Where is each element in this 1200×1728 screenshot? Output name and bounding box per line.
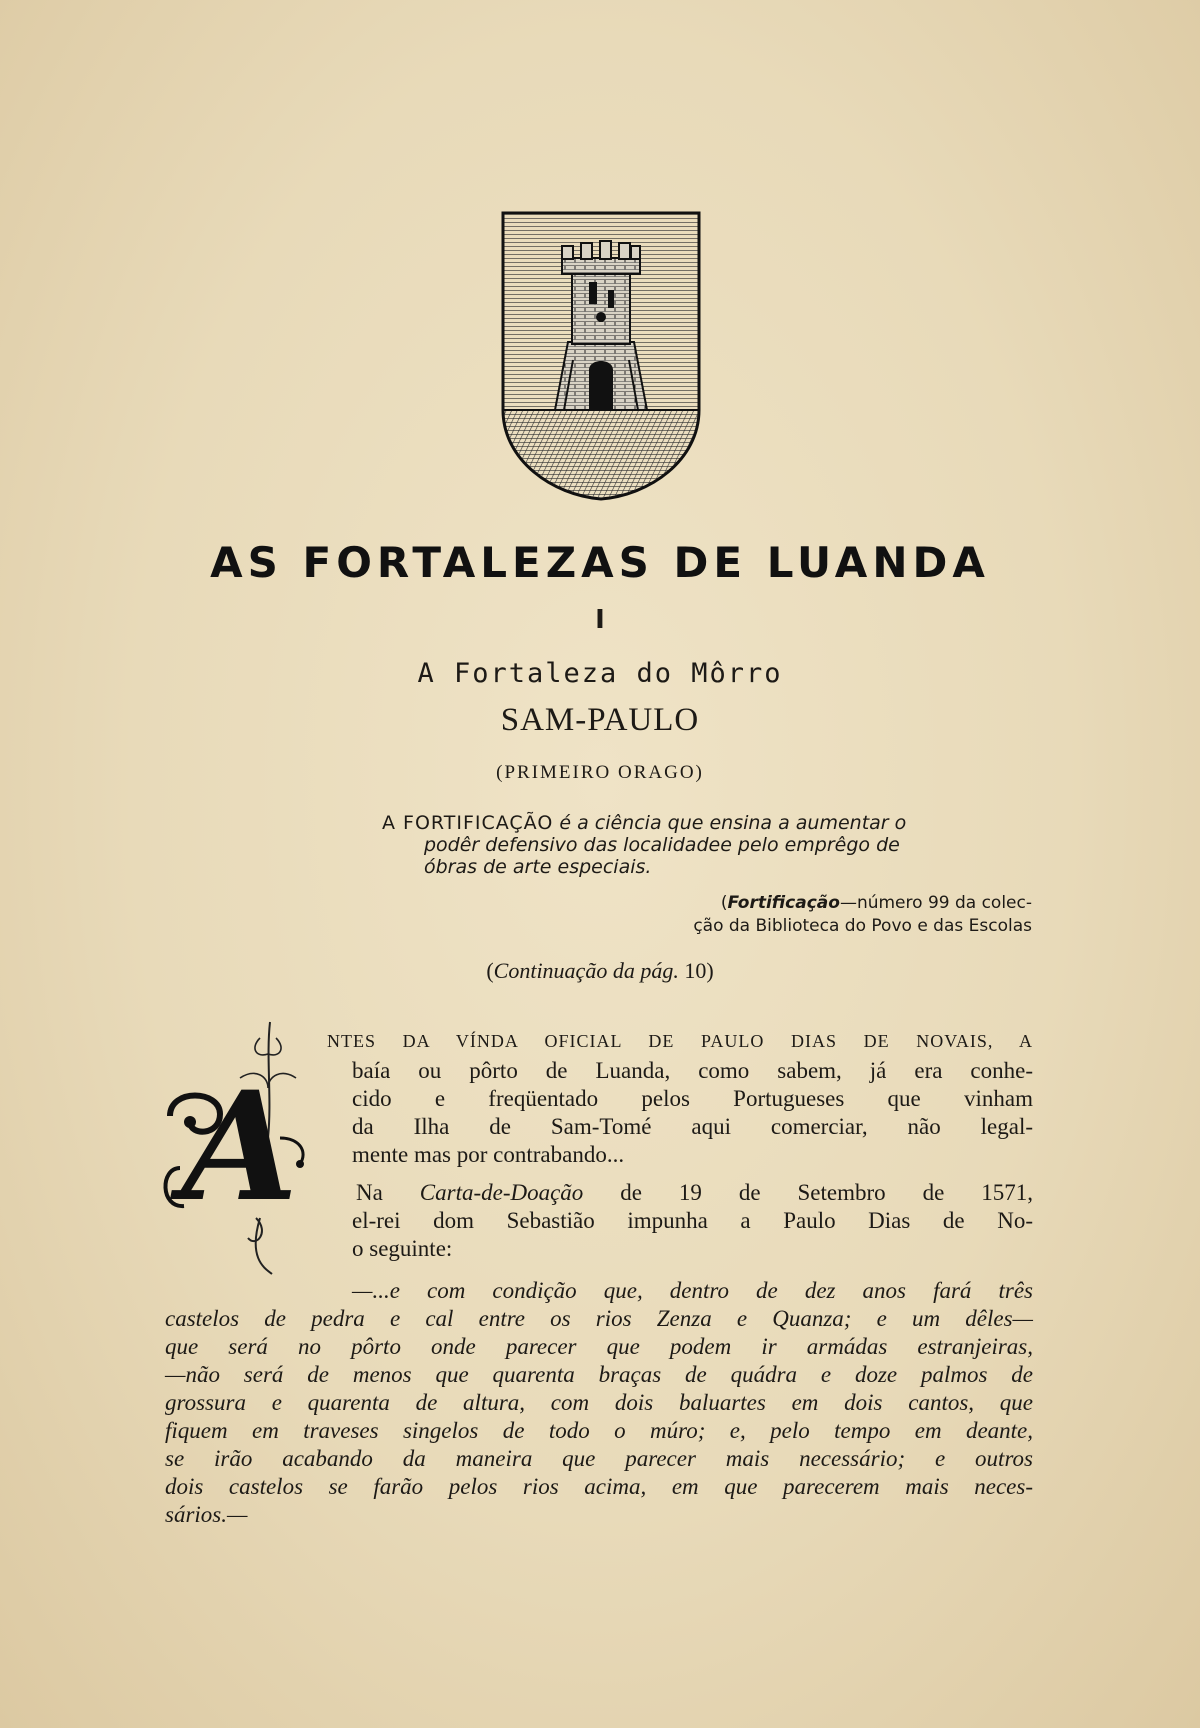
continuation-note xyxy=(0,958,1200,984)
epigraph xyxy=(382,812,1032,878)
quote-line: castelos de pedra e cal entre os rios Zenza e Quanza; e um dêles— xyxy=(165,1306,1033,1331)
quote-line: se irão acabando da maneira que parecer mais necessário; e outros xyxy=(165,1446,1033,1471)
paragraph-lead: NTES DA VÍNDA OFICIAL DE PAULO DIAS DE NOVAIS, A xyxy=(327,1031,1033,1051)
drop-cap xyxy=(160,1018,320,1280)
fortress-tower-shield-icon xyxy=(500,210,702,502)
source-title: Fortificação xyxy=(727,893,840,913)
epigraph-lead: A FORTIFICAÇÃO xyxy=(382,812,554,834)
epigraph-line xyxy=(382,812,1032,834)
quote-line: —...e com condição que, dentro de dez anos fará três xyxy=(352,1278,1033,1303)
body-text: de 19 de Setembro de 1571, xyxy=(620,1180,1034,1205)
body-line: el-rei dom Sebastião impunha a Paulo Dias de No- xyxy=(352,1208,1033,1233)
source-rest: —número 99 da colec- xyxy=(839,893,1032,913)
source-line xyxy=(560,892,1032,915)
body-line: o seguinte: xyxy=(352,1236,453,1261)
quote-line: sários.— xyxy=(165,1502,248,1527)
continuation-italic: Continuação da pág. xyxy=(493,958,679,983)
coat-of-arms xyxy=(500,210,702,502)
article-subtitle: A Fortaleza do Môrro xyxy=(417,658,783,689)
part-number: I xyxy=(595,605,605,635)
body-line: baía ou pôrto de Luanda, como sabem, já era conhe- xyxy=(352,1058,1033,1083)
document-title: Carta-de-Doação xyxy=(419,1180,584,1205)
body-line xyxy=(356,1180,1033,1206)
epigraph-source xyxy=(560,892,1032,938)
source-line: ção da Biblioteca do Povo e das Escolas xyxy=(693,916,1032,936)
quote-line: fiquem em traveses singelos de todo o múro; e, pelo tempo em deante, xyxy=(165,1418,1033,1443)
body-line: da Ilha de Sam-Tomé aqui comerciar, não legal- xyxy=(352,1114,1033,1139)
quote-line: que será no pôrto onde parecer que podem ir armádas estranjeiras, xyxy=(165,1334,1033,1359)
epigraph-text: é a ciência que ensina a aumentar o xyxy=(559,812,907,834)
fortress-name: SAM-PAULO xyxy=(500,702,700,738)
epigraph-line: óbras de arte especiais. xyxy=(424,856,652,878)
quote-line: dois castelos se farão pelos rios acima, em que parecerem mais neces- xyxy=(165,1474,1033,1499)
orago-note: (PRIMEIRO ORAGO) xyxy=(496,762,704,783)
continuation-page: 10) xyxy=(684,958,714,983)
quote-line: —não será de menos que quarenta braças de quádra e doze palmos de xyxy=(165,1362,1033,1387)
body-text: Na xyxy=(356,1180,383,1205)
article-title: AS FORTALEZAS DE LUANDA xyxy=(210,538,990,587)
quote-line: grossura e quarenta de altura, com dois baluartes em dois cantos, que xyxy=(165,1390,1033,1415)
source-open: ( xyxy=(720,893,728,913)
body-line: mente mas por contrabando... xyxy=(352,1142,625,1167)
epigraph-line: podêr defensivo das localidadee pelo emprêgo de xyxy=(424,834,900,856)
continuation-open: ( xyxy=(486,958,494,983)
drop-cap-letter: A xyxy=(181,1059,299,1235)
body-line: cido e freqüentado pelos Portugueses que vinham xyxy=(352,1086,1033,1111)
